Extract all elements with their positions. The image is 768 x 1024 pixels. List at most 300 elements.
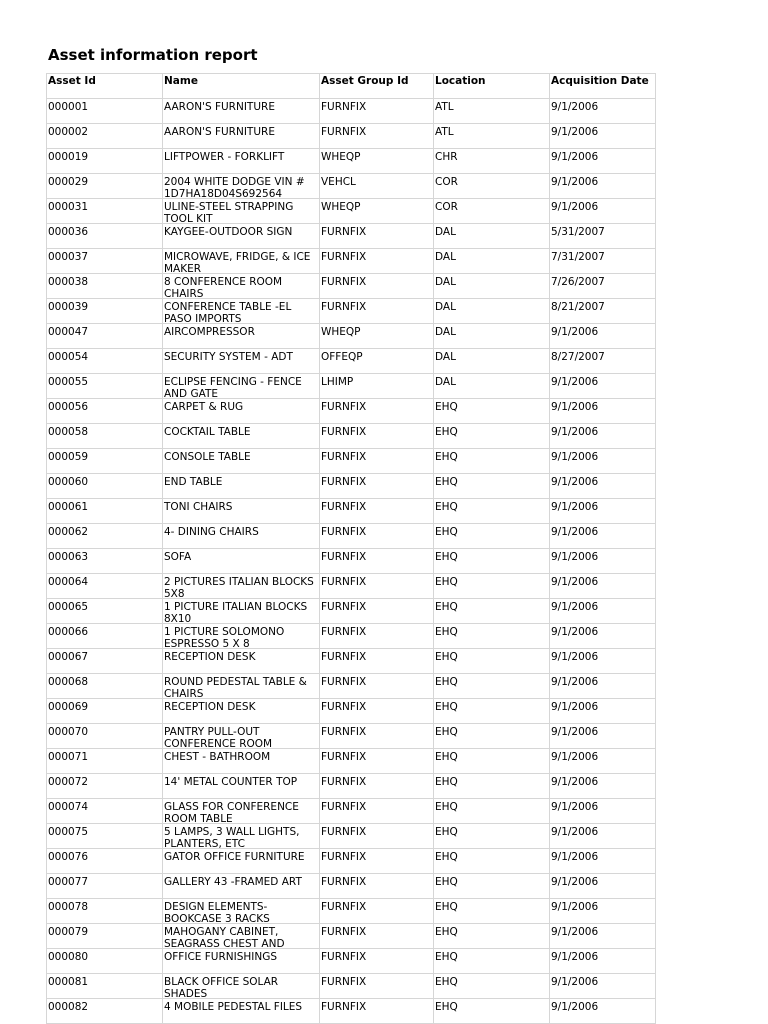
cell-location — [434, 474, 550, 499]
cell-acquisition-date-text: 9/1/2006 — [551, 776, 599, 788]
cell-location-text: COR — [435, 176, 458, 188]
cell-location-text: EHQ — [435, 426, 458, 438]
cell-asset-group-id-text: OFFEQP — [321, 351, 363, 363]
cell-asset-id-text: 000067 — [48, 651, 89, 663]
cell-asset-id — [47, 174, 163, 199]
cell-asset-group-id-text: FURNFIX — [321, 101, 367, 113]
cell-name-text: AIRCOMPRESSOR — [164, 326, 255, 338]
column-header-name: Name — [163, 74, 320, 99]
cell-acquisition-date-text: 9/1/2006 — [551, 501, 599, 513]
table-row — [47, 924, 656, 949]
cell-asset-group-id — [320, 174, 434, 199]
cell-asset-id — [47, 824, 163, 849]
cell-location-text: EHQ — [435, 401, 458, 413]
cell-location-text: EHQ — [435, 676, 458, 688]
table-row — [47, 474, 656, 499]
cell-asset-id-text: 000072 — [48, 776, 89, 788]
cell-asset-group-id-text: FURNFIX — [321, 751, 367, 763]
cell-asset-group-id — [320, 949, 434, 974]
cell-acquisition-date-text: 9/1/2006 — [551, 801, 599, 813]
asset-table — [46, 73, 656, 1024]
cell-location — [434, 649, 550, 674]
table-row — [47, 524, 656, 549]
cell-asset-id — [47, 899, 163, 924]
cell-location-text: EHQ — [435, 951, 458, 963]
cell-name-text: GLASS FOR CONFERENCE ROOM TABLE — [164, 801, 299, 824]
cell-asset-id — [47, 874, 163, 899]
cell-asset-group-id-text: FURNFIX — [321, 276, 367, 288]
cell-asset-group-id — [320, 799, 434, 824]
table-row — [47, 949, 656, 974]
cell-location — [434, 999, 550, 1024]
cell-asset-group-id — [320, 199, 434, 224]
cell-acquisition-date — [550, 274, 656, 299]
table-row — [47, 174, 656, 199]
table-row — [47, 624, 656, 649]
cell-asset-group-id — [320, 624, 434, 649]
cell-asset-id-text: 000036 — [48, 226, 89, 238]
cell-acquisition-date-text: 9/1/2006 — [551, 826, 599, 838]
cell-acquisition-date-text: 9/1/2006 — [551, 126, 599, 138]
table-row — [47, 249, 656, 274]
cell-name-text: 2 PICTURES ITALIAN BLOCKS 5X8 — [164, 576, 314, 599]
cell-location-text: EHQ — [435, 926, 458, 938]
cell-location — [434, 199, 550, 224]
cell-location-text: DAL — [435, 326, 456, 338]
cell-acquisition-date — [550, 324, 656, 349]
cell-asset-group-id-text: FURNFIX — [321, 901, 367, 913]
cell-asset-id-text: 000077 — [48, 876, 89, 888]
cell-location — [434, 799, 550, 824]
cell-acquisition-date — [550, 874, 656, 899]
cell-location — [434, 324, 550, 349]
cell-name — [163, 399, 320, 424]
cell-acquisition-date — [550, 424, 656, 449]
cell-acquisition-date — [550, 649, 656, 674]
table-row — [47, 874, 656, 899]
cell-asset-group-id-text: FURNFIX — [321, 526, 367, 538]
cell-name — [163, 199, 320, 224]
table-row — [47, 899, 656, 924]
cell-name — [163, 599, 320, 624]
cell-location — [434, 949, 550, 974]
cell-asset-id-text: 000019 — [48, 151, 89, 163]
cell-asset-id — [47, 124, 163, 149]
cell-name — [163, 524, 320, 549]
cell-location — [434, 524, 550, 549]
cell-asset-group-id-text: FURNFIX — [321, 651, 367, 663]
column-header-acquisition-date: Acquisition Date — [550, 74, 656, 99]
cell-acquisition-date-text: 9/1/2006 — [551, 376, 599, 388]
cell-asset-id-text: 000031 — [48, 201, 89, 213]
cell-asset-group-id-text: FURNFIX — [321, 801, 367, 813]
cell-asset-id — [47, 224, 163, 249]
cell-location — [434, 674, 550, 699]
cell-asset-id-text: 000054 — [48, 351, 89, 363]
cell-asset-group-id-text: FURNFIX — [321, 601, 367, 613]
cell-asset-id-text: 000063 — [48, 551, 89, 563]
table-row — [47, 399, 656, 424]
cell-asset-group-id — [320, 874, 434, 899]
cell-name — [163, 174, 320, 199]
cell-location-text: DAL — [435, 376, 456, 388]
cell-acquisition-date-text: 9/1/2006 — [551, 976, 599, 988]
table-row — [47, 424, 656, 449]
cell-acquisition-date — [550, 674, 656, 699]
cell-name — [163, 449, 320, 474]
cell-acquisition-date — [550, 599, 656, 624]
cell-name — [163, 874, 320, 899]
cell-acquisition-date — [550, 849, 656, 874]
table-row — [47, 149, 656, 174]
cell-name-text: RECEPTION DESK — [164, 701, 256, 713]
cell-asset-id-text: 000038 — [48, 276, 89, 288]
cell-acquisition-date-text: 8/27/2007 — [551, 351, 605, 363]
column-header-asset-id: Asset Id — [47, 74, 163, 99]
table-row — [47, 374, 656, 399]
cell-name-text: CHEST - BATHROOM — [164, 751, 271, 763]
cell-name — [163, 824, 320, 849]
cell-asset-id — [47, 249, 163, 274]
cell-asset-group-id — [320, 324, 434, 349]
cell-asset-id — [47, 924, 163, 949]
cell-asset-group-id-text: WHEQP — [321, 151, 361, 163]
cell-asset-group-id — [320, 499, 434, 524]
cell-location — [434, 849, 550, 874]
cell-name-text: GALLERY 43 -FRAMED ART — [164, 876, 302, 888]
cell-asset-group-id — [320, 574, 434, 599]
cell-name — [163, 724, 320, 749]
cell-name-text: DESIGN ELEMENTS- BOOKCASE 3 RACKS — [164, 901, 270, 924]
cell-acquisition-date-text: 9/1/2006 — [551, 651, 599, 663]
cell-asset-group-id — [320, 649, 434, 674]
cell-asset-id — [47, 449, 163, 474]
cell-acquisition-date — [550, 224, 656, 249]
cell-asset-group-id — [320, 224, 434, 249]
cell-name-text: PANTRY PULL-OUT CONFERENCE ROOM — [164, 726, 273, 749]
cell-acquisition-date — [550, 399, 656, 424]
cell-asset-id — [47, 974, 163, 999]
cell-asset-id-text: 000060 — [48, 476, 89, 488]
cell-asset-group-id — [320, 249, 434, 274]
cell-asset-id-text: 000068 — [48, 676, 89, 688]
cell-asset-group-id-text: FURNFIX — [321, 926, 367, 938]
cell-asset-group-id — [320, 399, 434, 424]
cell-asset-group-id — [320, 474, 434, 499]
cell-name — [163, 799, 320, 824]
cell-location-text: EHQ — [435, 751, 458, 763]
cell-location — [434, 924, 550, 949]
cell-location-text: EHQ — [435, 726, 458, 738]
cell-name-text: GATOR OFFICE FURNITURE — [164, 851, 305, 863]
cell-asset-id — [47, 274, 163, 299]
cell-location — [434, 449, 550, 474]
cell-asset-group-id — [320, 674, 434, 699]
cell-asset-group-id-text: FURNFIX — [321, 451, 367, 463]
cell-acquisition-date-text: 9/1/2006 — [551, 726, 599, 738]
cell-asset-id-text: 000058 — [48, 426, 89, 438]
cell-asset-id — [47, 499, 163, 524]
cell-asset-group-id-text: FURNFIX — [321, 951, 367, 963]
cell-name — [163, 774, 320, 799]
cell-location-text: EHQ — [435, 651, 458, 663]
cell-asset-group-id — [320, 124, 434, 149]
cell-asset-group-id-text: FURNFIX — [321, 551, 367, 563]
cell-name-text: RECEPTION DESK — [164, 651, 256, 663]
cell-asset-group-id — [320, 999, 434, 1024]
cell-acquisition-date-text: 9/1/2006 — [551, 676, 599, 688]
cell-asset-id — [47, 149, 163, 174]
cell-asset-id — [47, 324, 163, 349]
cell-name-text: 5 LAMPS, 3 WALL LIGHTS, PLANTERS, ETC — [164, 826, 300, 849]
cell-name-text: BLACK OFFICE SOLAR SHADES — [164, 976, 279, 999]
cell-asset-group-id — [320, 749, 434, 774]
cell-name-text: SOFA — [164, 551, 192, 563]
cell-location-text: DAL — [435, 226, 456, 238]
cell-name-text: CONFERENCE TABLE -EL PASO IMPORTS — [164, 301, 292, 324]
cell-location-text: EHQ — [435, 876, 458, 888]
column-header-location: Location — [434, 74, 550, 99]
table-row — [47, 774, 656, 799]
cell-location-text: EHQ — [435, 626, 458, 638]
table-row — [47, 649, 656, 674]
cell-asset-group-id-text: FURNFIX — [321, 701, 367, 713]
report-title: Asset information report — [48, 46, 258, 64]
cell-asset-group-id — [320, 349, 434, 374]
cell-name-text: 4- DINING CHAIRS — [164, 526, 259, 538]
cell-asset-id-text: 000080 — [48, 951, 89, 963]
cell-location — [434, 399, 550, 424]
table-row — [47, 724, 656, 749]
cell-asset-id-text: 000029 — [48, 176, 89, 188]
cell-asset-group-id — [320, 974, 434, 999]
table-row — [47, 999, 656, 1024]
cell-location-text: DAL — [435, 276, 456, 288]
cell-name-text: 8 CONFERENCE ROOM CHAIRS — [164, 276, 283, 299]
cell-name — [163, 349, 320, 374]
cell-location-text: DAL — [435, 301, 456, 313]
cell-location-text: DAL — [435, 351, 456, 363]
cell-acquisition-date-text: 9/1/2006 — [551, 151, 599, 163]
cell-acquisition-date — [550, 999, 656, 1024]
cell-asset-group-id — [320, 449, 434, 474]
cell-acquisition-date-text: 9/1/2006 — [551, 951, 599, 963]
table-row — [47, 974, 656, 999]
cell-asset-group-id-text: FURNFIX — [321, 251, 367, 263]
cell-asset-id-text: 000047 — [48, 326, 89, 338]
cell-acquisition-date-text: 9/1/2006 — [551, 451, 599, 463]
cell-acquisition-date — [550, 899, 656, 924]
cell-acquisition-date — [550, 799, 656, 824]
cell-location-text: EHQ — [435, 551, 458, 563]
cell-location-text: EHQ — [435, 501, 458, 513]
column-header-asset-group-id: Asset Group Id — [320, 74, 434, 99]
cell-asset-group-id — [320, 849, 434, 874]
cell-asset-id-text: 000001 — [48, 101, 89, 113]
cell-acquisition-date-text: 9/1/2006 — [551, 901, 599, 913]
cell-acquisition-date — [550, 824, 656, 849]
cell-name-text: 4 MOBILE PEDESTAL FILES — [164, 1001, 303, 1013]
cell-location-text: EHQ — [435, 776, 458, 788]
cell-acquisition-date — [550, 374, 656, 399]
cell-name-text: COCKTAIL TABLE — [164, 426, 251, 438]
cell-name-text: MAHOGANY CABINET, SEAGRASS CHEST AND — [164, 926, 285, 949]
cell-acquisition-date-text: 9/1/2006 — [551, 601, 599, 613]
cell-name — [163, 424, 320, 449]
cell-asset-group-id-text: FURNFIX — [321, 851, 367, 863]
cell-acquisition-date — [550, 299, 656, 324]
cell-acquisition-date-text: 9/1/2006 — [551, 851, 599, 863]
cell-location-text: ATL — [435, 101, 454, 113]
cell-name-text: TONI CHAIRS — [164, 501, 233, 513]
cell-acquisition-date-text: 9/1/2006 — [551, 326, 599, 338]
cell-location — [434, 499, 550, 524]
cell-location-text: EHQ — [435, 976, 458, 988]
cell-location-text: ATL — [435, 126, 454, 138]
cell-asset-id-text: 000056 — [48, 401, 89, 413]
cell-asset-id — [47, 424, 163, 449]
cell-acquisition-date-text: 9/1/2006 — [551, 426, 599, 438]
cell-acquisition-date-text: 9/1/2006 — [551, 551, 599, 563]
cell-location-text: DAL — [435, 251, 456, 263]
cell-name-text: ROUND PEDESTAL TABLE & CHAIRS — [164, 676, 307, 699]
table-row — [47, 124, 656, 149]
cell-asset-id-text: 000039 — [48, 301, 89, 313]
cell-acquisition-date — [550, 499, 656, 524]
cell-asset-id — [47, 549, 163, 574]
cell-location — [434, 224, 550, 249]
cell-asset-id-text: 000002 — [48, 126, 89, 138]
cell-acquisition-date — [550, 524, 656, 549]
table-row — [47, 699, 656, 724]
cell-acquisition-date-text: 9/1/2006 — [551, 876, 599, 888]
cell-location — [434, 424, 550, 449]
table-row — [47, 574, 656, 599]
cell-asset-id-text: 000070 — [48, 726, 89, 738]
cell-location-text: EHQ — [435, 851, 458, 863]
cell-asset-group-id — [320, 724, 434, 749]
cell-acquisition-date — [550, 949, 656, 974]
table-header — [47, 74, 656, 99]
table-row — [47, 549, 656, 574]
cell-acquisition-date-text: 9/1/2006 — [551, 926, 599, 938]
cell-name — [163, 99, 320, 124]
cell-acquisition-date — [550, 774, 656, 799]
cell-name-text: 2004 WHITE DODGE VIN # 1D7HA18D04S692564 — [164, 176, 305, 199]
cell-asset-id — [47, 674, 163, 699]
cell-acquisition-date-text: 9/1/2006 — [551, 576, 599, 588]
cell-name — [163, 324, 320, 349]
header-row — [47, 74, 656, 99]
cell-asset-group-id-text: FURNFIX — [321, 126, 367, 138]
cell-location-text: EHQ — [435, 451, 458, 463]
cell-asset-id — [47, 299, 163, 324]
cell-location — [434, 299, 550, 324]
cell-acquisition-date — [550, 574, 656, 599]
table-row — [47, 849, 656, 874]
cell-acquisition-date-text: 9/1/2006 — [551, 1001, 599, 1013]
cell-asset-group-id-text: FURNFIX — [321, 826, 367, 838]
cell-name-text: ECLIPSE FENCING - FENCE AND GATE — [164, 376, 302, 399]
cell-name — [163, 124, 320, 149]
cell-asset-id — [47, 574, 163, 599]
cell-asset-group-id-text: FURNFIX — [321, 576, 367, 588]
cell-asset-group-id — [320, 149, 434, 174]
cell-asset-group-id — [320, 824, 434, 849]
cell-location — [434, 974, 550, 999]
cell-location — [434, 724, 550, 749]
cell-name-text: 1 PICTURE SOLOMONO ESPRESSO 5 X 8 — [164, 626, 285, 649]
cell-location — [434, 874, 550, 899]
table-row — [47, 99, 656, 124]
cell-location — [434, 99, 550, 124]
cell-acquisition-date — [550, 199, 656, 224]
cell-acquisition-date-text: 9/1/2006 — [551, 101, 599, 113]
cell-location-text: EHQ — [435, 476, 458, 488]
cell-acquisition-date — [550, 449, 656, 474]
table-row — [47, 749, 656, 774]
cell-asset-id — [47, 949, 163, 974]
cell-name — [163, 999, 320, 1024]
cell-asset-id — [47, 199, 163, 224]
cell-location-text: CHR — [435, 151, 458, 163]
cell-asset-id-text: 000081 — [48, 976, 89, 988]
cell-name — [163, 249, 320, 274]
cell-asset-id-text: 000075 — [48, 826, 89, 838]
cell-asset-group-id-text: FURNFIX — [321, 501, 367, 513]
cell-name — [163, 274, 320, 299]
table-row — [47, 224, 656, 249]
cell-asset-group-id — [320, 924, 434, 949]
cell-name-text: 1 PICTURE ITALIAN BLOCKS 8X10 — [164, 601, 308, 624]
cell-asset-id — [47, 99, 163, 124]
cell-acquisition-date — [550, 99, 656, 124]
cell-asset-id-text: 000064 — [48, 576, 89, 588]
cell-name-text: AARON'S FURNITURE — [164, 126, 275, 138]
cell-asset-group-id-text: FURNFIX — [321, 876, 367, 888]
cell-asset-group-id-text: LHIMP — [321, 376, 354, 388]
cell-name — [163, 499, 320, 524]
table-row — [47, 274, 656, 299]
cell-location — [434, 824, 550, 849]
cell-asset-group-id — [320, 599, 434, 624]
cell-acquisition-date-text: 7/31/2007 — [551, 251, 605, 263]
cell-acquisition-date — [550, 249, 656, 274]
cell-asset-id — [47, 474, 163, 499]
cell-name — [163, 674, 320, 699]
cell-location — [434, 549, 550, 574]
cell-acquisition-date — [550, 149, 656, 174]
cell-asset-group-id — [320, 424, 434, 449]
cell-acquisition-date — [550, 174, 656, 199]
cell-name — [163, 574, 320, 599]
cell-acquisition-date-text: 8/21/2007 — [551, 301, 605, 313]
table-row — [47, 599, 656, 624]
cell-asset-group-id-text: FURNFIX — [321, 401, 367, 413]
cell-asset-group-id — [320, 774, 434, 799]
cell-acquisition-date — [550, 124, 656, 149]
cell-acquisition-date — [550, 624, 656, 649]
cell-acquisition-date-text: 7/26/2007 — [551, 276, 605, 288]
cell-acquisition-date-text: 5/31/2007 — [551, 226, 605, 238]
cell-asset-id — [47, 524, 163, 549]
cell-acquisition-date-text: 9/1/2006 — [551, 626, 599, 638]
cell-asset-id — [47, 649, 163, 674]
cell-asset-group-id-text: FURNFIX — [321, 476, 367, 488]
cell-name — [163, 299, 320, 324]
cell-asset-id — [47, 349, 163, 374]
cell-location — [434, 174, 550, 199]
